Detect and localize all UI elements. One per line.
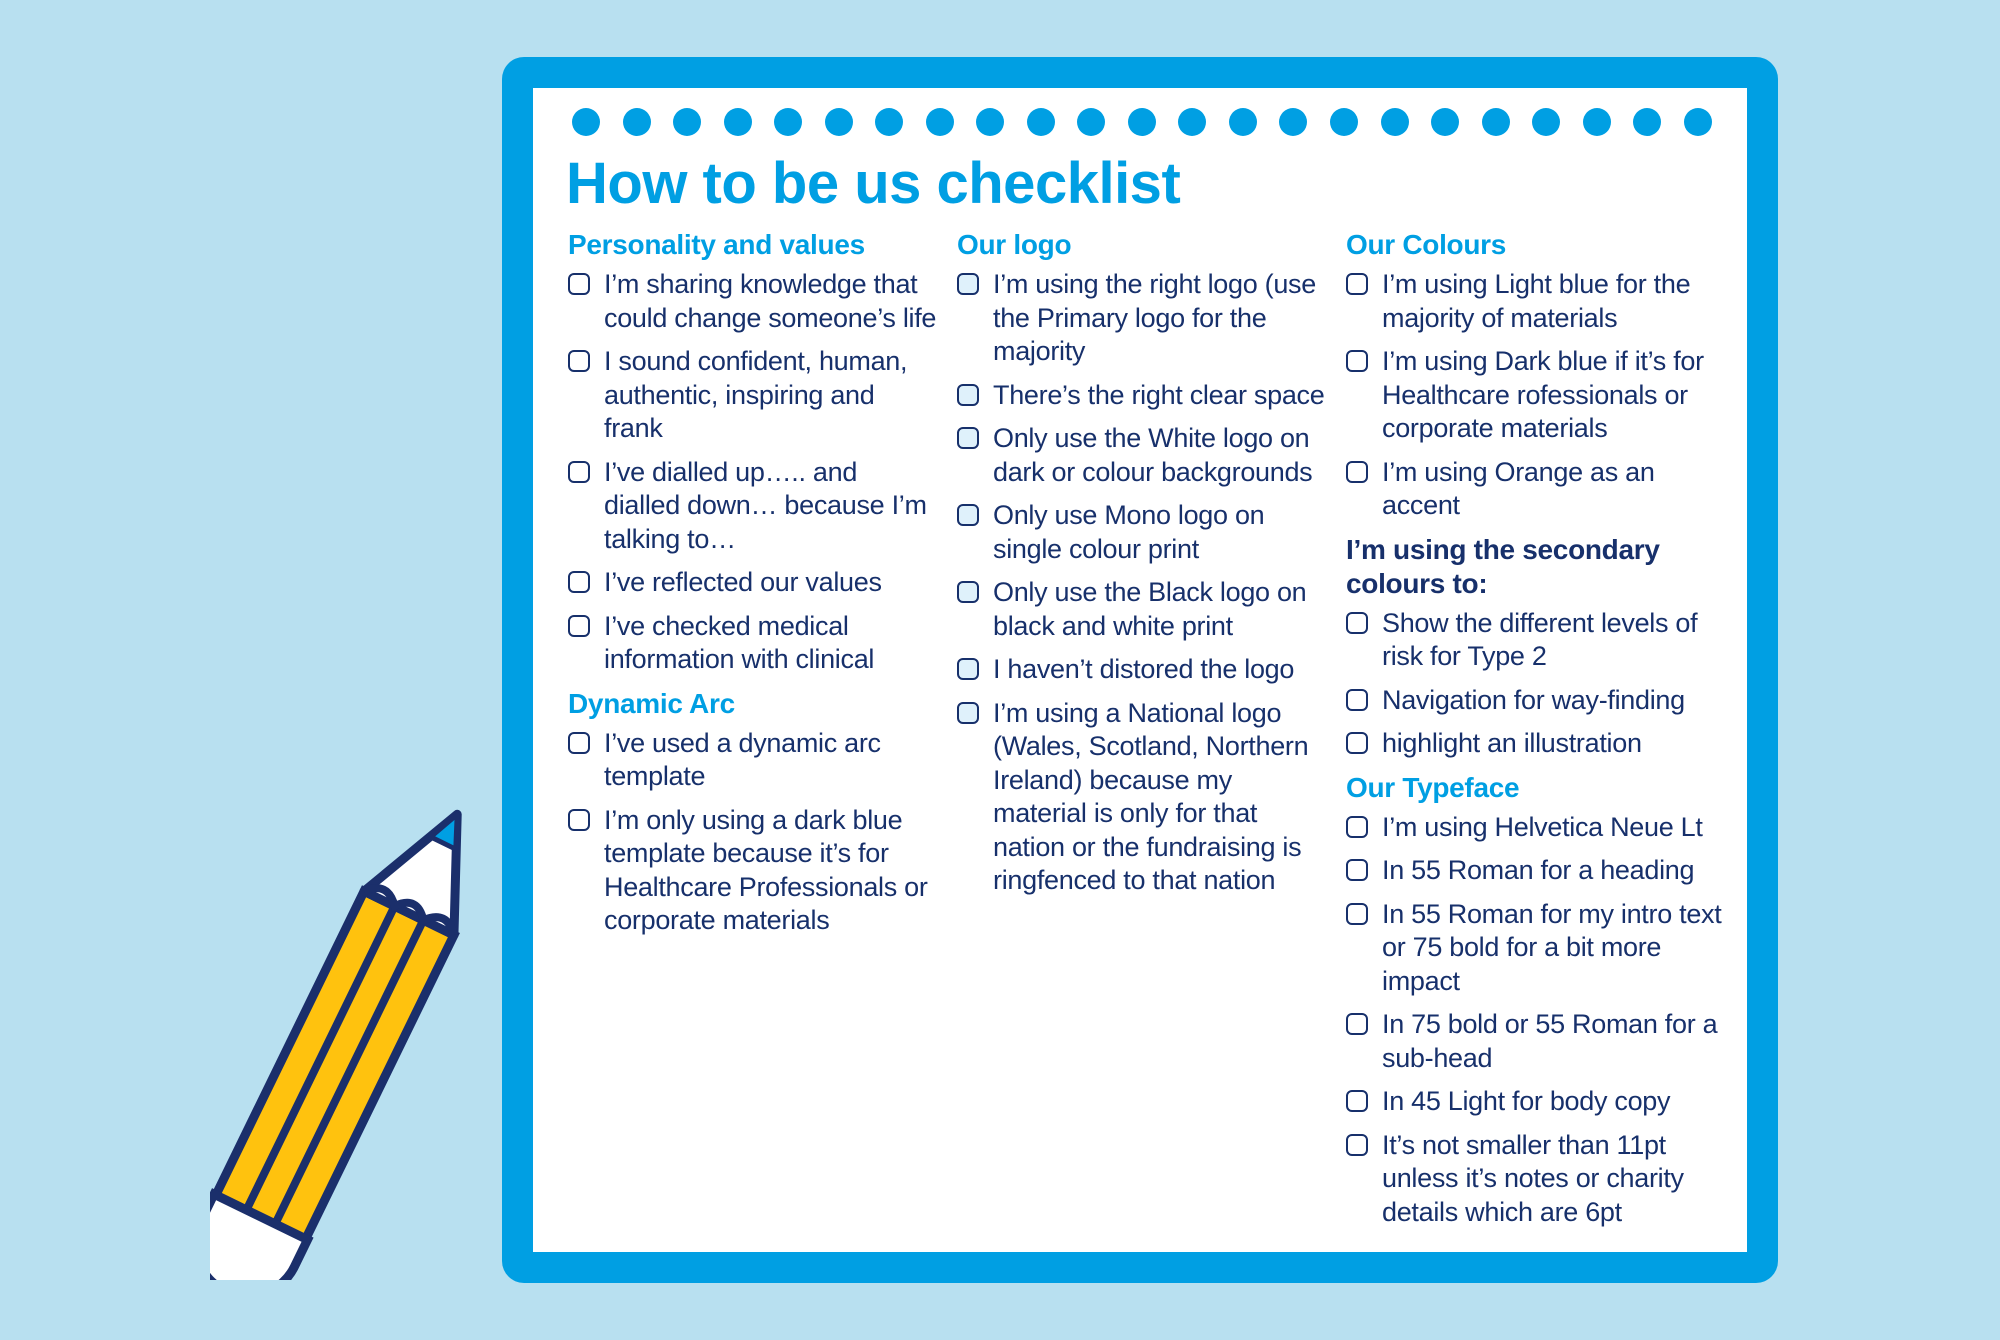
checkbox[interactable] bbox=[957, 384, 979, 406]
checklist-item bbox=[1346, 607, 1726, 674]
binder-hole bbox=[1279, 108, 1307, 136]
checklist-item bbox=[1346, 898, 1726, 999]
checklist bbox=[568, 268, 938, 677]
checklist-column-1 bbox=[568, 228, 938, 948]
checkbox[interactable] bbox=[1346, 1090, 1368, 1112]
checklist-item bbox=[1346, 684, 1726, 718]
section-heading: Our logo bbox=[957, 229, 1072, 260]
checkbox[interactable] bbox=[1346, 273, 1368, 295]
checkbox[interactable] bbox=[1346, 1013, 1368, 1035]
binder-hole bbox=[1330, 108, 1358, 136]
section-heading: I’m using the secondary colours to: bbox=[1346, 533, 1660, 599]
checklist-item bbox=[1346, 854, 1726, 888]
binder-hole bbox=[1532, 108, 1560, 136]
checklist-column-3 bbox=[1346, 228, 1726, 1239]
binder-hole bbox=[825, 108, 853, 136]
checklist-item bbox=[957, 268, 1327, 369]
binder-hole bbox=[623, 108, 651, 136]
checklist bbox=[1346, 811, 1726, 1230]
binder-hole bbox=[1482, 108, 1510, 136]
checklist-column-2 bbox=[957, 228, 1327, 908]
checklist-item-label: There’s the right clear space bbox=[993, 379, 1325, 410]
section-heading: Our Typeface bbox=[1346, 771, 1520, 803]
checklist-item-label: Only use Mono logo on single colour print bbox=[993, 500, 1265, 564]
checkbox[interactable] bbox=[1346, 612, 1368, 634]
section-heading: Personality and values bbox=[568, 229, 865, 260]
checklist-item-label: In 55 Roman for a heading bbox=[1382, 855, 1695, 885]
checkbox[interactable] bbox=[957, 702, 979, 724]
checkbox[interactable] bbox=[568, 461, 590, 483]
checklist-item bbox=[957, 576, 1327, 643]
checkbox[interactable] bbox=[957, 427, 979, 449]
checkbox[interactable] bbox=[1346, 350, 1368, 372]
checklist-item bbox=[1346, 1129, 1726, 1230]
binder-hole bbox=[1077, 108, 1105, 136]
checklist-item bbox=[1346, 811, 1726, 845]
binder-hole bbox=[1633, 108, 1661, 136]
checklist-section bbox=[1346, 228, 1726, 523]
checkbox[interactable] bbox=[957, 273, 979, 295]
binder-hole bbox=[774, 108, 802, 136]
checklist-item bbox=[957, 379, 1327, 413]
pencil-icon bbox=[210, 790, 490, 1280]
checklist-item-label: In 55 Roman for my intro text or 75 bold for a bit more impact bbox=[1382, 898, 1722, 996]
checkbox[interactable] bbox=[1346, 859, 1368, 881]
checklist-section bbox=[957, 228, 1327, 898]
checkbox[interactable] bbox=[568, 273, 590, 295]
checklist bbox=[568, 727, 938, 938]
checkbox[interactable] bbox=[957, 658, 979, 680]
checklist-section bbox=[1346, 771, 1726, 1230]
checkbox[interactable] bbox=[568, 615, 590, 637]
binder-hole bbox=[1027, 108, 1055, 136]
checkbox[interactable] bbox=[1346, 732, 1368, 754]
binder-hole bbox=[572, 108, 600, 136]
checkbox[interactable] bbox=[1346, 461, 1368, 483]
binder-hole bbox=[1431, 108, 1459, 136]
checklist bbox=[1346, 268, 1726, 523]
checklist-item-label: I’m using Orange as an accent bbox=[1382, 456, 1655, 520]
checklist-item bbox=[568, 268, 938, 335]
checklist-item-label: In 45 Light for body copy bbox=[1382, 1086, 1671, 1116]
checkbox[interactable] bbox=[568, 809, 590, 831]
checklist-item bbox=[568, 804, 938, 938]
checkbox[interactable] bbox=[1346, 816, 1368, 838]
checklist-item-label: Only use the White logo on dark or colour backgrounds bbox=[993, 423, 1313, 487]
checklist bbox=[957, 268, 1327, 898]
checklist-item-label: I’m using the right logo (use the Primary logo for the majority bbox=[993, 269, 1316, 366]
checkbox[interactable] bbox=[1346, 903, 1368, 925]
checkbox[interactable] bbox=[568, 571, 590, 593]
checklist-item-label: I haven’t distored the logo bbox=[993, 654, 1295, 684]
checklist-item bbox=[957, 653, 1327, 687]
checklist-item bbox=[568, 345, 938, 446]
checklist-item-label: I sound confident, human, authentic, inspiring and frank bbox=[604, 346, 908, 443]
checklist-item-label: I’m using Helvetica Neue Lt bbox=[1382, 811, 1703, 842]
checklist bbox=[1346, 607, 1726, 761]
binder-hole bbox=[926, 108, 954, 136]
checklist-item bbox=[957, 697, 1327, 898]
checklist-item-label: It’s not smaller than 11pt unless it’s notes or charity details which are 6pt bbox=[1382, 1129, 1684, 1227]
binder-hole bbox=[875, 108, 903, 136]
binder-hole bbox=[1229, 108, 1257, 136]
checkbox[interactable] bbox=[1346, 689, 1368, 711]
checklist-section bbox=[1346, 533, 1726, 761]
binder-hole bbox=[1381, 108, 1409, 136]
checklist-item-label: I’ve reflected our values bbox=[604, 567, 882, 597]
checklist-item-label: I’m only using a dark blue template because it’s for Healthcare Professionals or corporate materials bbox=[604, 804, 928, 935]
binder-hole bbox=[1684, 108, 1712, 136]
checkbox[interactable] bbox=[1346, 1134, 1368, 1156]
section-heading: Dynamic Arc bbox=[568, 687, 735, 719]
binder-holes bbox=[572, 108, 1712, 136]
checklist-item-label: I’m using a National logo (Wales, Scotland, Northern Ireland) because my material is only for that nation or the fundraising is ringfenced to that nation bbox=[993, 697, 1309, 895]
checklist-item bbox=[1346, 1008, 1726, 1075]
checklist-item-label: highlight an illustration bbox=[1382, 728, 1642, 758]
checklist-item bbox=[568, 610, 938, 677]
checklist-item bbox=[957, 499, 1327, 566]
binder-hole bbox=[1583, 108, 1611, 136]
checkbox[interactable] bbox=[568, 350, 590, 372]
checklist-item bbox=[568, 566, 938, 600]
binder-hole bbox=[1178, 108, 1206, 136]
binder-hole bbox=[724, 108, 752, 136]
page-title: How to be us checklist bbox=[566, 151, 1181, 216]
binder-hole bbox=[976, 108, 1004, 136]
checklist-item-label: I’m sharing knowledge that could change someone’s life bbox=[604, 269, 937, 333]
checklist-item-label: I’ve dialled up….. and dialled down… because I’m talking to… bbox=[604, 456, 927, 554]
checkbox[interactable] bbox=[568, 732, 590, 754]
checklist-section bbox=[568, 687, 938, 938]
checklist-item-label: I’m using Light blue for the majority of materials bbox=[1382, 269, 1691, 333]
binder-hole bbox=[1128, 108, 1156, 136]
section-heading: Our Colours bbox=[1346, 229, 1507, 260]
checklist-item bbox=[1346, 456, 1726, 523]
checklist-item bbox=[568, 727, 938, 794]
checklist-item bbox=[1346, 268, 1726, 335]
checklist-item bbox=[1346, 727, 1726, 761]
checklist-item bbox=[1346, 1085, 1726, 1119]
checkbox[interactable] bbox=[957, 581, 979, 603]
checklist-item-label: In 75 bold or 55 Roman for a sub-head bbox=[1382, 1009, 1718, 1073]
checklist-item bbox=[568, 456, 938, 557]
checklist-item bbox=[1346, 345, 1726, 446]
checklist-item-label: I’ve checked medical information with clinical bbox=[604, 610, 875, 674]
checklist-item bbox=[957, 422, 1327, 489]
checkbox[interactable] bbox=[957, 504, 979, 526]
checklist-item-label: Show the different levels of risk for Type 2 bbox=[1382, 607, 1698, 671]
checklist-item-label: I’m using Dark blue if it’s for Healthcare rofessionals or corporate materials bbox=[1382, 346, 1704, 443]
checklist-item-label: Navigation for way-finding bbox=[1382, 684, 1685, 715]
binder-hole bbox=[673, 108, 701, 136]
checklist-item-label: I’ve used a dynamic arc template bbox=[604, 727, 881, 791]
checklist-section bbox=[568, 228, 938, 677]
checklist-item-label: Only use the Black logo on black and white print bbox=[993, 577, 1307, 641]
